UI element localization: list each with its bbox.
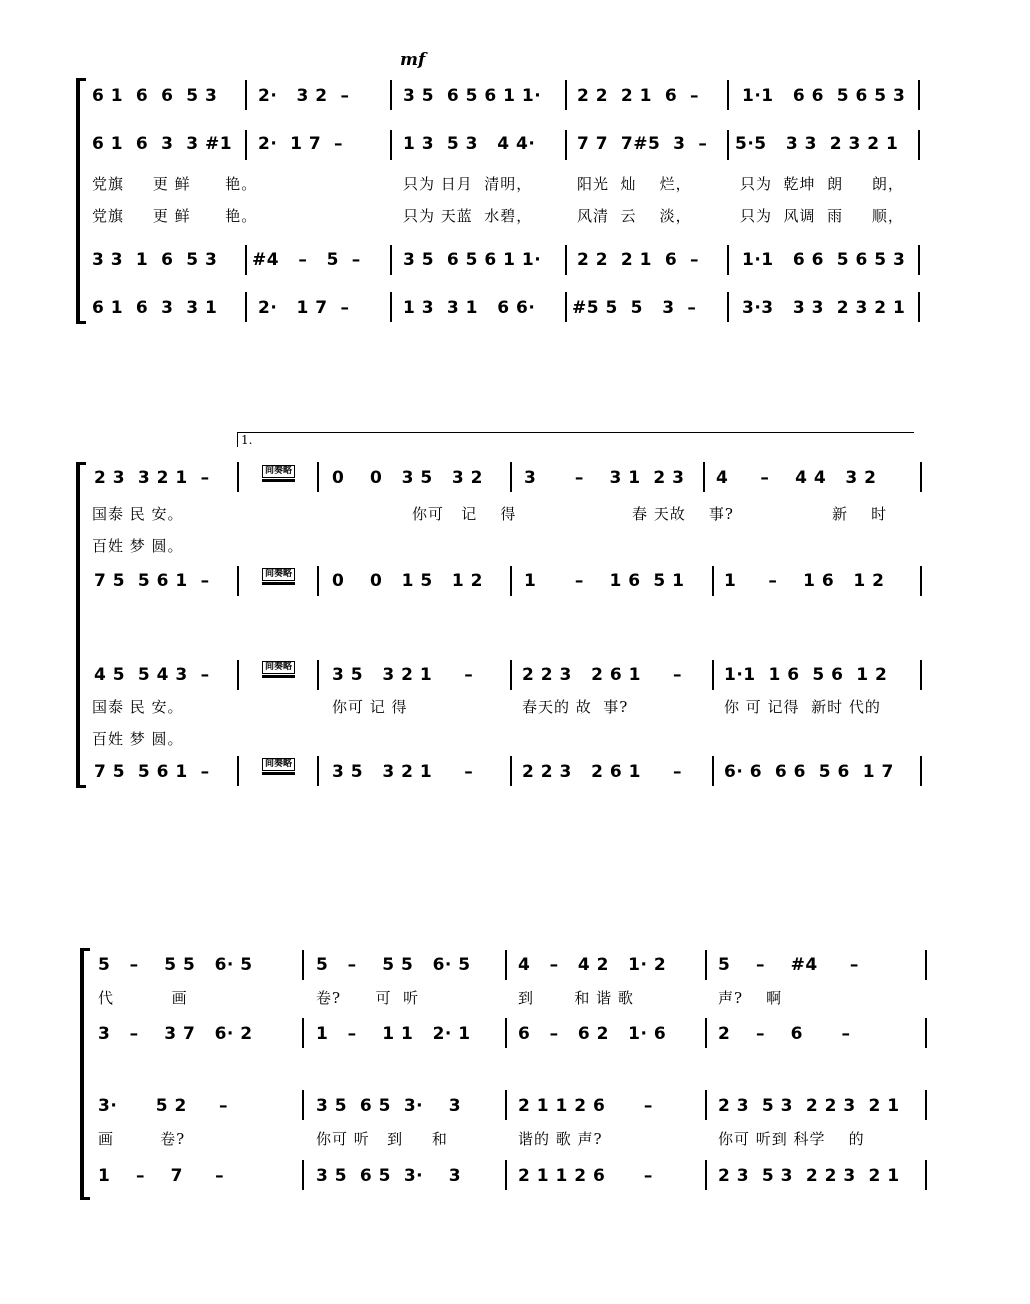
note-measure: 6 1 6 3 3 #1 bbox=[92, 134, 233, 154]
note-measure: 1 – 7 – bbox=[98, 1166, 225, 1186]
note-measure: 2 1 1 2 6 – bbox=[518, 1166, 653, 1186]
note-measure: 1·1 6 6 5 6 5 3 bbox=[742, 250, 906, 270]
lyric-line: 百姓 梦 圆。 bbox=[92, 537, 184, 555]
note-measure: 7 5 5 6 1 – bbox=[94, 571, 210, 591]
volta-label: 1. bbox=[241, 433, 253, 447]
note-measure: 3 5 6 5 3· 3 bbox=[316, 1166, 462, 1186]
note-measure: 3· 5 2 – bbox=[98, 1096, 228, 1116]
lyric-line: 新 时 bbox=[832, 505, 888, 523]
note-measure: 2 2 2 1 6 – bbox=[577, 250, 699, 270]
lyric-line: 风清 云 淡， bbox=[577, 207, 692, 225]
note-measure: 2 2 3 2 6 1 – bbox=[522, 762, 682, 782]
note-measure: 4 5 5 4 3 – bbox=[94, 665, 210, 685]
note-measure: 5·5 3 3 2 3 2 1 bbox=[735, 134, 899, 154]
note-measure: 2 3 3 2 1 – bbox=[94, 468, 210, 488]
note-measure: 7 7 7#5 3 – bbox=[577, 134, 708, 154]
interlude-marker: 间奏略 bbox=[262, 568, 295, 581]
lyric-line: 卷? 可 听 bbox=[316, 989, 420, 1007]
note-measure: 3 3 1 6 5 3 bbox=[92, 250, 218, 270]
lyric-line: 只为 日月 清明， bbox=[403, 175, 533, 193]
note-measure: 3 – 3 7 6· 2 bbox=[98, 1024, 253, 1044]
note-measure: 5 – 5 5 6· 5 bbox=[98, 955, 253, 975]
note-measure: 3 5 6 5 6 1 1· bbox=[403, 250, 542, 270]
lyric-line: 声? 啊 bbox=[718, 989, 783, 1007]
lyric-line: 党旗 更 鲜 艳。 bbox=[92, 207, 258, 225]
note-measure: 4 – 4 4 3 2 bbox=[716, 468, 877, 488]
lyric-line: 画 卷? bbox=[98, 1130, 186, 1148]
lyric-line: 谐的 歌 声? bbox=[518, 1130, 603, 1148]
note-measure: 1·1 6 6 5 6 5 3 bbox=[742, 86, 906, 106]
lyric-line: 代 画 bbox=[98, 989, 188, 1007]
lyric-line: 到 和 谐 歌 bbox=[518, 989, 634, 1007]
note-measure: #5 5 5 3 – bbox=[572, 298, 697, 318]
volta-bracket bbox=[237, 432, 914, 447]
note-measure: 6· 6 6 6 5 6 1 7 bbox=[724, 762, 894, 782]
interlude-marker: 间奏略 bbox=[262, 465, 295, 478]
note-measure: 2 – 6 – bbox=[718, 1024, 851, 1044]
lyric-line: 国泰 民 安。 bbox=[92, 698, 184, 716]
note-measure: 2· 3 2 – bbox=[258, 86, 350, 106]
lyric-line: 你可 记 得 bbox=[412, 505, 517, 523]
note-measure: 7 5 5 6 1 – bbox=[94, 762, 210, 782]
note-measure: 2· 1 7 – bbox=[258, 298, 350, 318]
lyric-line: 春天的 故 事? bbox=[522, 698, 629, 716]
note-measure: 1 3 5 3 4 4· bbox=[403, 134, 536, 154]
interlude-marker: 间奏略 bbox=[262, 758, 295, 771]
note-measure: 2 3 5 3 2 2 3 2 1 bbox=[718, 1096, 900, 1116]
note-measure: 1 – 1 6 5 1 bbox=[524, 571, 685, 591]
note-measure: 6 1 6 6 5 3 bbox=[92, 86, 218, 106]
note-measure: 1 – 1 1 2· 1 bbox=[316, 1024, 471, 1044]
lyric-line: 国泰 民 安。 bbox=[92, 505, 184, 523]
lyric-line: 你可 听到 科学 的 bbox=[718, 1130, 865, 1148]
note-measure: 4 – 4 2 1· 2 bbox=[518, 955, 667, 975]
lyric-line: 你 可 记得 新时 代的 bbox=[724, 698, 881, 716]
note-measure: 2 1 1 2 6 – bbox=[518, 1096, 653, 1116]
lyric-line: 阳光 灿 烂， bbox=[577, 175, 692, 193]
note-measure: 3 – 3 1 2 3 bbox=[524, 468, 685, 488]
dynamic-marking: mf bbox=[400, 50, 426, 70]
note-measure: 6 1 6 3 3 1 bbox=[92, 298, 218, 318]
interlude-marker: 间奏略 bbox=[262, 661, 295, 674]
note-measure: 2 2 3 2 6 1 – bbox=[522, 665, 682, 685]
note-measure: 1 3 3 1 6 6· bbox=[403, 298, 536, 318]
lyric-line: 你可 听 到 和 bbox=[316, 1130, 448, 1148]
note-measure: 3·3 3 3 2 3 2 1 bbox=[742, 298, 906, 318]
lyric-line: 只为 天蓝 水碧， bbox=[403, 207, 533, 225]
note-measure: 2 2 2 1 6 – bbox=[577, 86, 699, 106]
note-measure: 2 3 5 3 2 2 3 2 1 bbox=[718, 1166, 900, 1186]
system-brace bbox=[80, 948, 90, 1200]
note-measure: #4 – 5 – bbox=[252, 250, 361, 270]
note-measure: 0 0 1 5 1 2 bbox=[332, 571, 483, 591]
note-measure: 3 5 6 5 3· 3 bbox=[316, 1096, 462, 1116]
note-measure: 3 5 3 2 1 – bbox=[332, 762, 474, 782]
lyric-line: 百姓 梦 圆。 bbox=[92, 730, 184, 748]
note-measure: 3 5 3 2 1 – bbox=[332, 665, 474, 685]
note-measure: 1·1 1 6 5 6 1 2 bbox=[724, 665, 888, 685]
lyric-line: 你可 记 得 bbox=[332, 698, 408, 716]
lyric-line: 只为 风调 雨 顺， bbox=[740, 207, 904, 225]
system-brace bbox=[76, 78, 86, 324]
system-brace bbox=[76, 462, 86, 788]
note-measure: 3 5 6 5 6 1 1· bbox=[403, 86, 542, 106]
lyric-line: 党旗 更 鲜 艳。 bbox=[92, 175, 258, 193]
note-measure: 5 – 5 5 6· 5 bbox=[316, 955, 471, 975]
lyric-line: 只为 乾坤 朗 朗， bbox=[740, 175, 904, 193]
note-measure: 1 – 1 6 1 2 bbox=[724, 571, 885, 591]
lyric-line: 春 天故 事? bbox=[632, 505, 734, 523]
note-measure: 5 – #4 – bbox=[718, 955, 859, 975]
note-measure: 6 – 6 2 1· 6 bbox=[518, 1024, 667, 1044]
note-measure: 2· 1 7 – bbox=[258, 134, 344, 154]
note-measure: 0 0 3 5 3 2 bbox=[332, 468, 483, 488]
